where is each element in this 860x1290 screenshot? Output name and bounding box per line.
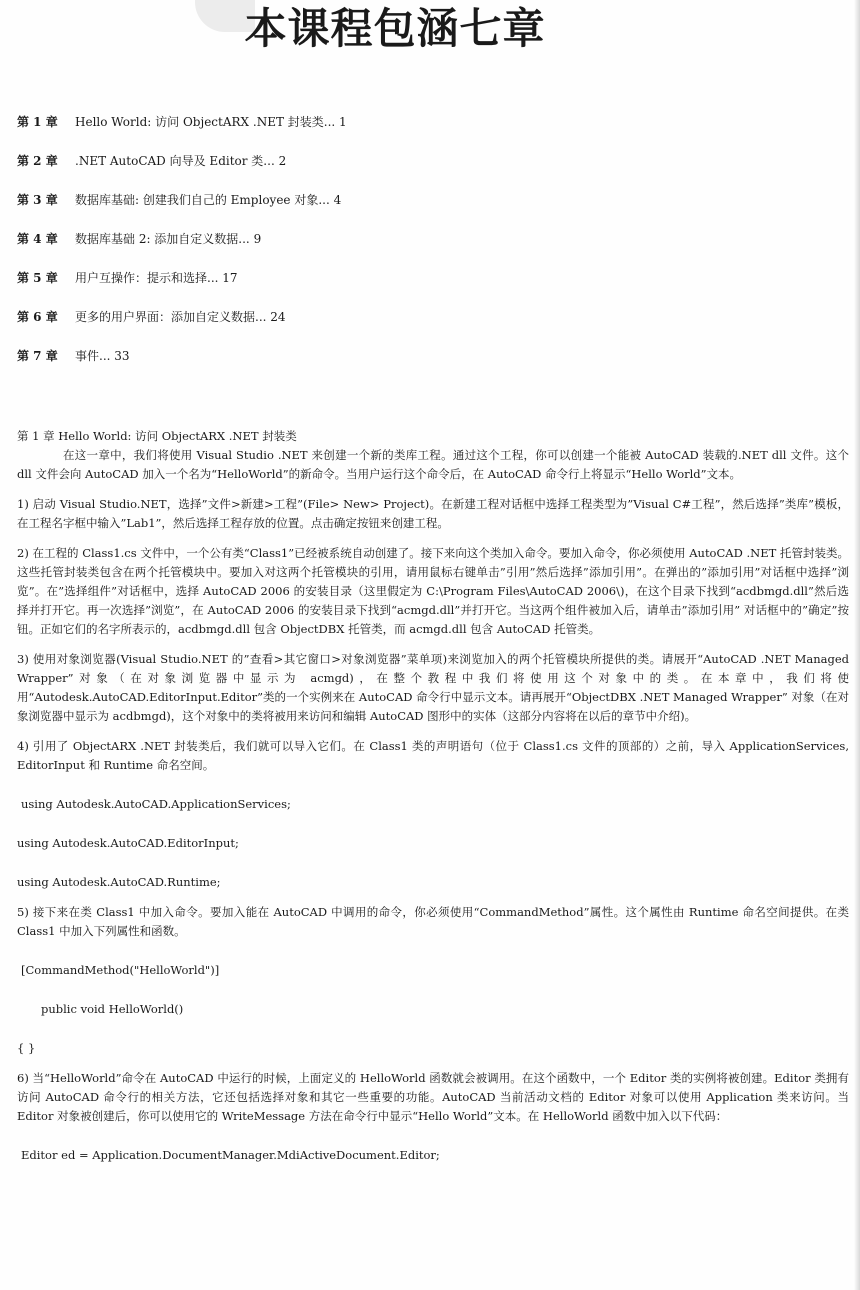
toc-item	[17, 230, 347, 269]
chapter-content	[17, 427, 849, 1165]
toc-chapter-number: 第 6 章	[17, 310, 58, 324]
step-2-paragraph: 2) 在工程的 Class1.cs 文件中，一个公有类“Class1”已经被系统自动创建了。接下来向这个类加入命令。要加入命令，你必须使用 AutoCAD .NET 托管封装类。这些托管封装类包含在两个托管模块中。要加入对这两个托管模块的引用，请用鼠标右键单击”引用”然后选择”添加引用”。在弹出的”添加引用”对话框中选择”浏览”。在”选择组件”对话框中，选择 AutoCAD 2006 的安装目录（这里假定为 C:\Program Files\AutoCAD 2006\)，在这个目录下找到“acdbmgd.dll”然后选择并打开它。再一次选择”浏览”，在 AutoCAD 2006 的安装目录下找到“acmgd.dll”并打开它。当这两个组件被加入后，请单击”添加引用” 对话框中的”确定”按钮。正如它们的名字所表示的，acdbmgd.dll 包含 ObjectDBX 托管类，而 acmgd.dll 包含 AutoCAD 托管类。	[17, 546, 849, 636]
code-line-using-applicationservices: using Autodesk.AutoCAD.ApplicationServices;	[21, 797, 291, 811]
code-line-using-runtime: using Autodesk.AutoCAD.Runtime;	[17, 875, 221, 889]
toc-item	[17, 347, 347, 386]
intro-paragraph: 在这一章中，我们将使用 Visual Studio .NET 来创建一个新的类库工程。通过这个工程，你可以创建一个能被 AutoCAD 装载的.NET dll 文件。这个 dll 文件会向 AutoCAD 加入一个名为“HelloWorld”的新命令。当用户运行这个命令后，在 AutoCAD 命令行上将显示“Hello World”文本。	[17, 448, 849, 481]
code-line-command-attribute: [CommandMethod("HelloWorld")]	[21, 963, 220, 977]
toc-chapter-number: 第 3 章	[17, 193, 58, 207]
toc-item	[17, 113, 347, 152]
step-1-paragraph: 1) 启动 Visual Studio.NET，选择”文件>新建>工程”(File> New> Project)。在新建工程对话框中选择工程类型为”Visual C#工程”，然后选择”类库”模板，在工程名字框中输入”Lab1”，然后选择工程存放的位置。点击确定按钮来创建工程。	[17, 497, 849, 530]
step-3-paragraph: 3) 使用对象浏览器(Visual Studio.NET 的”查看>其它窗口>对象浏览器”菜单项)来浏览加入的两个托管模块所提供的类。请展开“AutoCAD .NET Managed Wrapper”对象（在对象浏览器中显示为 acmgd)，在整个教程中我们将使用这个对象中的类。在本章中，我们将使用“Autodesk.AutoCAD.EditorInput.Editor”类的一个实例来在 AutoCAD 命令行中显示文本。请再展开“ObjectDBX .NET Managed Wrapper” 对象（在对象浏览器中显示为 acdbmgd)，这个对象中的类将被用来访问和编辑 AutoCAD 图形中的实体（这部分内容将在以后的章节中介绍)。	[17, 652, 849, 723]
toc-chapter-number: 第 1 章	[17, 115, 58, 129]
step-6-paragraph: 6) 当“HelloWorld”命令在 AutoCAD 中运行的时候，上面定义的 HelloWorld 函数就会被调用。在这个函数中，一个 Editor 类的实例将被创建。Editor 类拥有访问 AutoCAD 命令行的相关方法，它还包括选择对象和其它一些重要的功能。AutoCAD 当前活动文档的 Editor 对象可以使用 Application 类来访问。当 Editor 对象被创建后，你可以使用它的 WriteMessage 方法在命令行中显示“Hello World”文本。在 HelloWorld 函数中加入以下代码：	[17, 1071, 849, 1123]
section-heading: 第 1 章 Hello World: 访问 ObjectARX .NET 封装类	[17, 429, 297, 443]
table-of-contents	[17, 113, 347, 386]
toc-chapter-title: 用户互操作：提示和选择... 17	[75, 271, 238, 285]
step-4-paragraph: 4) 引用了 ObjectARX .NET 封装类后，我们就可以导入它们。在 Class1 类的声明语句（位于 Class1.cs 文件的顶部的）之前，导入 ApplicationServices, EditorInput 和 Runtime 命名空间。	[17, 739, 849, 772]
toc-chapter-title: Hello World: 访问 ObjectARX .NET 封装类... 1	[75, 115, 347, 129]
toc-chapter-title: 数据库基础: 创建我们自己的 Employee 对象... 4	[75, 193, 342, 207]
page-edge-shadow	[854, 0, 860, 1290]
toc-chapter-title: 事件... 33	[75, 349, 130, 363]
toc-item	[17, 269, 347, 308]
toc-chapter-number: 第 4 章	[17, 232, 58, 246]
code-line-braces: { }	[17, 1041, 36, 1055]
toc-chapter-title: .NET AutoCAD 向导及 Editor 类... 2	[75, 154, 287, 168]
step-5-paragraph: 5) 接下来在类 Class1 中加入命令。要加入能在 AutoCAD 中调用的命令，你必须使用“CommandMethod”属性。这个属性由 Runtime 命名空间提供。在类 Class1 中加入下列属性和函数。	[17, 905, 849, 938]
toc-item	[17, 308, 347, 347]
toc-chapter-title: 数据库基础 2: 添加自定义数据... 9	[75, 232, 262, 246]
code-line-editor-declaration: Editor ed = Application.DocumentManager.MdiActiveDocument.Editor;	[21, 1148, 440, 1162]
toc-chapter-number: 第 2 章	[17, 154, 58, 168]
toc-item	[17, 191, 347, 230]
toc-chapter-number: 第 7 章	[17, 349, 58, 363]
code-line-using-editorinput: using Autodesk.AutoCAD.EditorInput;	[17, 836, 239, 850]
toc-chapter-title: 更多的用户界面：添加自定义数据... 24	[75, 310, 286, 324]
page-title: 本课程包涵七章	[244, 4, 546, 53]
code-line-function-signature: public void HelloWorld()	[41, 1002, 184, 1016]
toc-item	[17, 152, 347, 191]
toc-chapter-number: 第 5 章	[17, 271, 58, 285]
